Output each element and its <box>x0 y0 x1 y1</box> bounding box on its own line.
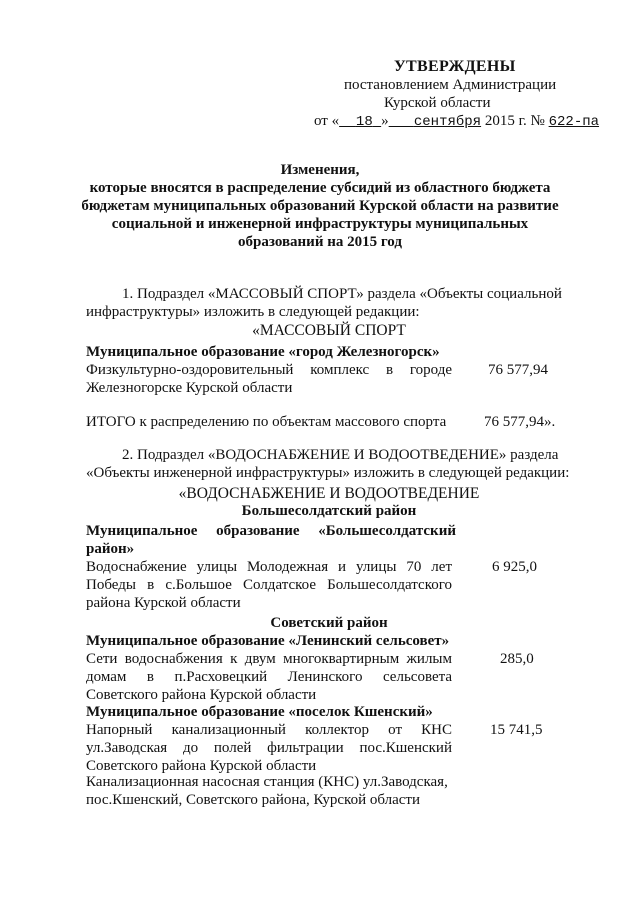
date-day: 18 <box>355 114 373 130</box>
date-year: 2015 г. № <box>484 113 545 129</box>
section2-title: «ВОДОСНАБЖЕНИЕ И ВОДООТВЕДЕНИЕ <box>178 485 480 502</box>
heading-line-4: социальной и инженерной инфраструктуры муниципальных <box>111 216 529 232</box>
section1-item-line-2: Железногорске Курской области <box>86 380 293 396</box>
district-bolshesoldatsky: Большесолдатский район <box>241 503 417 519</box>
section1-total-value: 76 577,94». <box>484 414 556 430</box>
approval-date-line <box>314 112 600 131</box>
section1-intro-line-1: 1. Подраздел «МАССОВЫЙ СПОРТ» раздела «Объекты социальной <box>122 286 562 302</box>
municipality-kshensky: Муниципальное образование «поселок Кшенский» <box>86 704 433 720</box>
decree-number: 622-па <box>548 114 600 130</box>
heading-line-1: Изменения, <box>280 162 360 178</box>
section2-intro-line-1: 2. Подраздел «ВОДОСНАБЖЕНИЕ И ВОДООТВЕДЕНИЕ» раздела <box>122 447 559 463</box>
item-pump-station: Канализационная насосная станция (КНС) ул.Заводская, пос.Кшенский, Советского района, Курской области <box>86 774 448 808</box>
section1-municipality: Муниципальное образование «город Железногорск» <box>86 344 440 360</box>
date-prefix: от « <box>314 113 340 129</box>
district-sovetsky: Советский район <box>270 615 388 631</box>
section1-title: «МАССОВЫЙ СПОРТ <box>252 322 406 339</box>
item-water-raskhovetsky: Сети водоснабжения к двум многоквартирным жилым домам в п.Расховецкий Ленинского сельсовета Советского района Курской области 285,0 <box>86 651 534 703</box>
item-water-molodezhnaya-value: 6 925,0 <box>492 559 537 575</box>
item-sewer-collector-value: 15 741,5 <box>490 722 543 738</box>
section1-total-label: ИТОГО к распределению по объектам массового спорта <box>86 414 447 430</box>
approval-decree: постановлением Администрации <box>344 77 557 93</box>
approval-region: Курской области <box>384 95 491 111</box>
section1-intro <box>86 285 572 321</box>
section1-item <box>86 361 572 397</box>
section1-total <box>86 413 572 431</box>
approval-block <box>300 58 600 131</box>
item-water-molodezhnaya: Водоснабжение улицы Молодежная и улицы 70 лет Победы в с.Большое Солдатское Большесолдатского района Курской области 6 925,0 <box>86 559 537 611</box>
date-month: сентября <box>413 114 482 130</box>
section1-item-value: 76 577,94 <box>488 362 548 378</box>
section2-intro <box>86 446 572 482</box>
heading-line-3: бюджетам муниципальных образований Курской области на развитие <box>81 198 559 214</box>
municipality-leninsky: Муниципальное образование «Ленинский сельсовет» <box>86 633 450 649</box>
heading-line-5: образований на 2015 год <box>238 234 402 250</box>
municipality-bolshesoldatsky: Муниципальное образование «Большесолдатский район» <box>86 523 456 557</box>
document-heading <box>80 161 560 251</box>
approval-title: УТВЕРЖДЕНЫ <box>394 58 516 75</box>
section2-intro-line-2: «Объекты инженерной инфраструктуры» изложить в следующей редакции: <box>86 465 570 481</box>
heading-line-2: которые вносятся в распределение субсидий из областного бюджета <box>89 180 551 196</box>
item-water-raskhovetsky-value: 285,0 <box>500 651 534 667</box>
item-sewer-collector: Напорный канализационный коллектор от КНС ул.Заводская до полей фильтрации пос.Кшенский Советского района Курской области 15 741,5 <box>86 722 543 774</box>
section1-item-line-1: Физкультурно-оздоровительный комплекс в городе <box>86 362 452 378</box>
date-mid: » <box>381 113 389 129</box>
section1-intro-line-2: инфраструктуры» изложить в следующей редакции: <box>86 304 420 320</box>
